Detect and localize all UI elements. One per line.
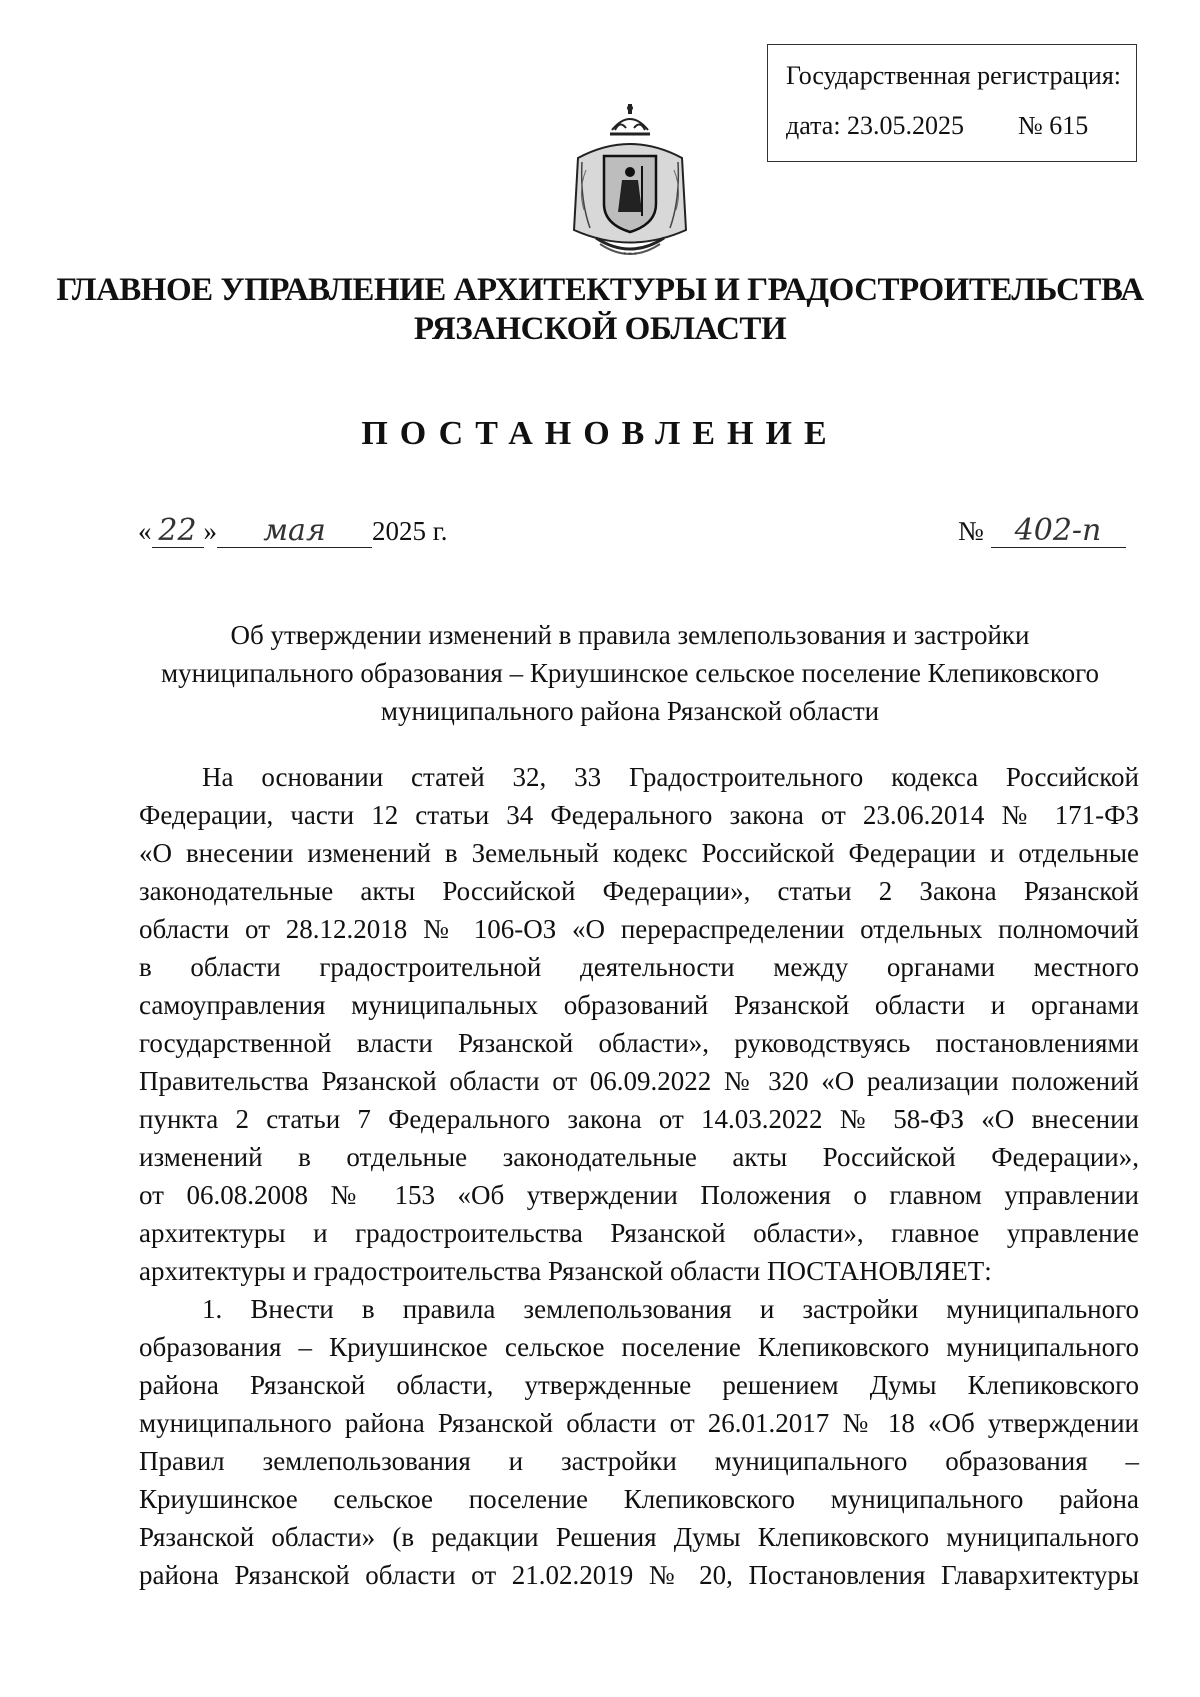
number-handwritten: 402-п <box>1014 513 1102 548</box>
body-line: На основании статей 32, 33 Градостроительного кодекса Российской <box>202 762 1139 792</box>
body-line: Криушинское сельское поселение Клепиковского муниципального района <box>139 1484 1139 1514</box>
date-open-quote: « <box>138 516 152 546</box>
body-line: образования – Криушинское сельское поселение Клепиковского муниципального <box>139 1332 1139 1362</box>
body-line: государственной власти Рязанской области», руководствуясь постановлениями <box>139 1028 1139 1058</box>
body-line: области от 28.12.2018 № 106-ОЗ «О перераспределении отдельных полномочий <box>139 914 1139 944</box>
subject-line: Об утверждении изменений в правила землепользования и застройки <box>230 620 1030 650</box>
body-line: Правил землепользования и застройки муниципального образования – <box>139 1446 1139 1476</box>
body-line: законодательные акты Российской Федерации», статьи 2 Закона Рязанской <box>139 876 1139 906</box>
body-line: от 06.08.2008 № 153 «Об утверждении Положения о главном управлении <box>139 1180 1139 1210</box>
svg-text:* * *: * * * <box>623 251 637 259</box>
body-line: в области градостроительной деятельности между органами местного <box>139 952 1139 982</box>
document-number <box>958 515 1126 548</box>
organization-name-line2: РЯЗАНСКОЙ ОБЛАСТИ <box>413 311 787 347</box>
registration-stamp <box>767 44 1137 162</box>
body-line: района Рязанской области от 21.02.2019 № 20, Постановления Главархитектуры <box>139 1560 1139 1590</box>
body-line: архитектуры и градостроительства Рязанской области ПОСТАНОВЛЯЕТ: <box>139 1256 992 1286</box>
subject-line: муниципального района Рязанской области <box>380 696 880 726</box>
registration-number: № 615 <box>1018 111 1089 140</box>
registration-date: дата: 23.05.2025 <box>786 111 965 140</box>
document-type-heading: ПОСТАНОВЛЕНИЕ <box>361 415 839 452</box>
body-line: пункта 2 статьи 7 Федерального закона от 14.03.2022 № 58-ФЗ «О внесении <box>139 1104 1139 1134</box>
organization-name-line1: ГЛАВНОЕ УПРАВЛЕНИЕ АРХИТЕКТУРЫ И ГРАДОСТРОИТЕЛЬСТВА <box>56 272 1144 308</box>
body-line: муниципального района Рязанской области от 26.01.2017 № 18 «Об утверждении <box>139 1408 1139 1438</box>
document-date <box>138 515 448 548</box>
subject-line: муниципального образования – Криушинское сельское поселение Клепиковского <box>160 658 1100 688</box>
body-line: района Рязанской области, утвержденные решением Думы Клепиковского <box>139 1370 1139 1400</box>
body-line: изменений в отдельные законодательные акты Российской Федерации», <box>139 1142 1139 1172</box>
body-line: «О внесении изменений в Земельный кодекс Российской Федерации и отдельные <box>139 838 1139 868</box>
date-year: 2025 г. <box>372 516 448 546</box>
date-month-handwritten: мая <box>263 513 326 548</box>
number-prefix: № <box>958 516 984 546</box>
registration-title: Государственная регистрация: <box>786 61 1122 90</box>
body-line: Федерации, части 12 статьи 34 Федерального закона от 23.06.2014 № 171-ФЗ <box>139 800 1139 830</box>
body-line: Правительства Рязанской области от 06.09.2022 № 320 «О реализации положений <box>139 1066 1139 1096</box>
body-line: Рязанской области» (в редакции Решения Думы Клепиковского муниципального <box>139 1522 1139 1552</box>
body-line: самоуправления муниципальных образований Рязанской области и органами <box>139 990 1139 1020</box>
ryazan-coat-of-arms-icon <box>560 100 700 265</box>
body-line: 1. Внести в правила землепользования и застройки муниципального <box>202 1294 1139 1324</box>
date-close-quote: » <box>203 516 217 546</box>
date-day-handwritten: 22 <box>158 513 197 548</box>
body-line: архитектуры и градостроительства Рязанской области», главное управление <box>139 1218 1139 1248</box>
